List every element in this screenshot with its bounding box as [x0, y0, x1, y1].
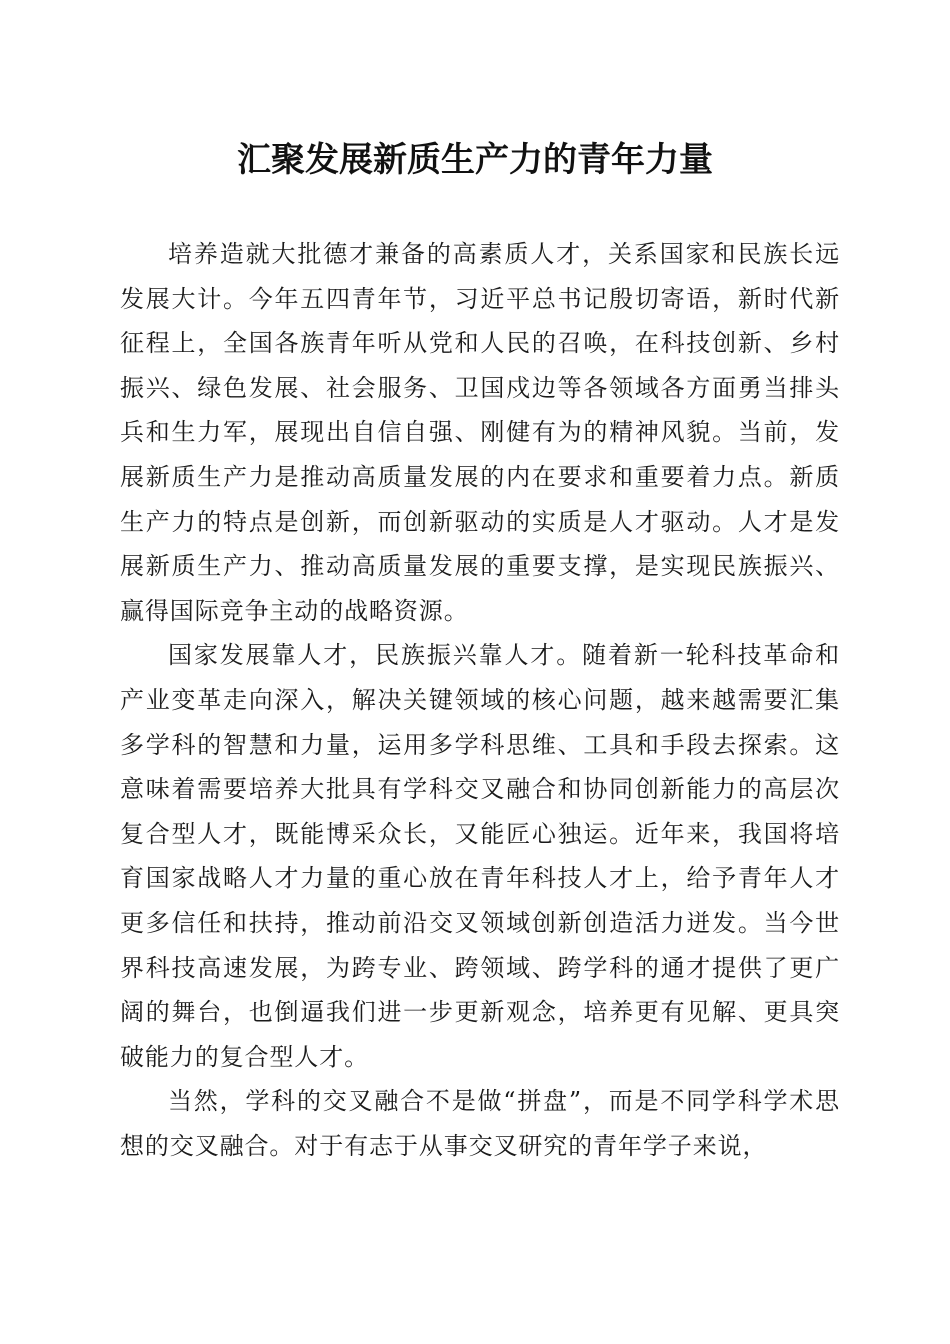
document-title: 汇聚发展新质生产力的青年力量: [237, 140, 713, 180]
paragraph-1: 培养造就大批德才兼备的高素质人才，关系国家和民族长远发展大计。今年五四青年节，习近平总书记殷切寄语，新时代新征程上，全国各族青年听从党和人民的召唤，在科技创新、乡村振兴、绿色发展、社会服务、卫国戍边等各领域各方面勇当排头兵和生力军，展现出自信自强、刚健有为的精神风貌。当前，发展新质生产力是推动高质量发展的内在要求和重要着力点。新质生产力的特点是创新，而创新驱动的实质是人才驱动。人才是发展新质生产力、推动高质量发展的重要支撑，是实现民族振兴、赢得国际竞争主动的战略资源。: [120, 240, 840, 625]
paragraph-2: 国家发展靠人才，民族振兴靠人才。随着新一轮科技革命和产业变革走向深入，解决关键领域的核心问题，越来越需要汇集多学科的智慧和力量，运用多学科思维、工具和手段去探索。这意味着需要培养大批具有学科交叉融合和协同创新能力的高层次复合型人才，既能博采众长，又能匠心独运。近年来，我国将培育国家战略人才力量的重心放在青年科技人才上，给予青年人才更多信任和扶持，推动前沿交叉领域创新创造活力迸发。当今世界科技高速发展，为跨专业、跨领域、跨学科的通才提供了更广阔的舞台，也倒逼我们进一步更新观念，培养更有见解、更具突破能力的复合型人才。: [120, 641, 840, 1071]
paragraph-3: 当然，学科的交叉融合不是做“拼盘”，而是不同学科学术思想的交叉融合。对于有志于从事交叉研究的青年学子来说，: [120, 1087, 840, 1160]
document-body: [120, 232, 840, 1168]
